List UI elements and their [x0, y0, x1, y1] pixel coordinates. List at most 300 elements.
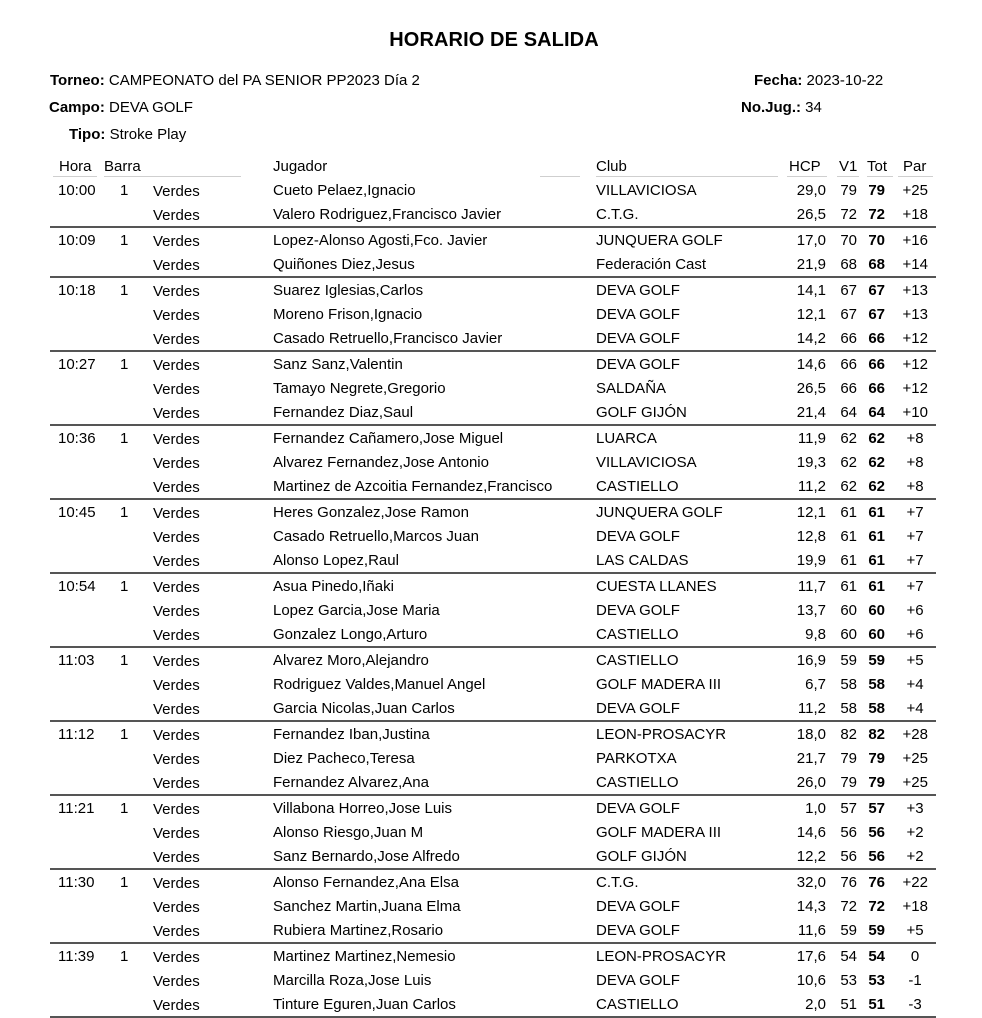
tot-cell: 57: [868, 800, 885, 817]
tot-cell: 72: [868, 206, 885, 223]
par-cell: +7: [906, 552, 924, 569]
club-cell: CASTIELLO: [596, 774, 679, 791]
tee-cell: Verdes: [153, 431, 200, 448]
table-row: [50, 820, 936, 844]
tee-cell: Verdes: [153, 479, 200, 496]
v1-cell: 62: [840, 454, 857, 471]
tipo-field: [69, 126, 186, 143]
club-cell: GOLF MADERA III: [596, 676, 722, 693]
jugador-cell: Marcilla Roza,Jose Luis: [273, 972, 432, 989]
jugador-cell: Tinture Eguren,Juan Carlos: [273, 996, 456, 1013]
v1-cell: 58: [840, 676, 857, 693]
par-cell: +4: [906, 676, 924, 693]
v1-cell: 66: [840, 330, 857, 347]
table-row: [50, 500, 936, 524]
nojug-label: No.Jug.:: [741, 99, 801, 116]
hora-cell: 10:45: [58, 504, 96, 521]
campo-field: [49, 99, 193, 116]
par-cell: +8: [906, 478, 924, 495]
v1-cell: 79: [840, 750, 857, 767]
v1-cell: 53: [840, 972, 857, 989]
tee-time-group: [50, 426, 936, 500]
hcp-cell: 21,7: [796, 750, 826, 767]
jugador-cell: Valero Rodriguez,Francisco Javier: [273, 206, 502, 223]
torneo-label: Torneo:: [50, 72, 105, 89]
nojug-value: 34: [805, 99, 822, 116]
par-cell: +3: [906, 800, 924, 817]
tee-cell: Verdes: [153, 603, 200, 620]
club-cell: DEVA GOLF: [596, 602, 680, 619]
par-cell: +13: [902, 282, 928, 299]
v1-cell: 72: [840, 206, 857, 223]
tee-time-group: [50, 278, 936, 352]
hcp-cell: 32,0: [796, 874, 826, 891]
hcp-cell: 21,9: [796, 256, 826, 273]
tot-cell: 64: [868, 404, 885, 421]
v1-cell: 61: [840, 504, 857, 521]
jugador-cell: Fernandez Diaz,Saul: [273, 404, 414, 421]
tee-cell: Verdes: [153, 923, 200, 940]
tee-time-group: [50, 944, 936, 1018]
v1-cell: 57: [840, 800, 857, 817]
header-underline: [898, 176, 933, 177]
hcp-cell: 26,0: [796, 774, 826, 791]
table-row: [50, 252, 936, 276]
tee-cell: Verdes: [153, 825, 200, 842]
hora-cell: 11:03: [58, 652, 95, 669]
hcp-cell: 6,7: [805, 676, 826, 693]
table-row: [50, 722, 936, 746]
jugador-cell: Asua Pinedo,Iñaki: [273, 578, 394, 595]
tee-cell: Verdes: [153, 775, 200, 792]
header-v1: V1: [839, 158, 858, 175]
table-row: [50, 918, 936, 942]
v1-cell: 60: [840, 626, 857, 643]
jugador-cell: Quiñones Diez,Jesus: [273, 256, 415, 273]
jugador-cell: Casado Retruello,Marcos Juan: [273, 528, 479, 545]
club-cell: LEON-PROSACYR: [596, 726, 727, 743]
hcp-cell: 29,0: [796, 182, 826, 199]
tee-cell: Verdes: [153, 505, 200, 522]
jugador-cell: Alonso Riesgo,Juan M: [273, 824, 424, 841]
fecha-value: 2023-10-22: [806, 72, 884, 89]
jugador-cell: Fernandez Alvarez,Ana: [273, 774, 429, 791]
header-underline: [837, 176, 859, 177]
hcp-cell: 19,9: [796, 552, 826, 569]
tee-time-group: [50, 796, 936, 870]
hora-cell: 10:18: [58, 282, 96, 299]
header-jugador: Jugador: [273, 158, 328, 175]
hcp-cell: 11,9: [797, 430, 826, 447]
barra-cell: 1: [120, 874, 129, 891]
jugador-cell: Rodriguez Valdes,Manuel Angel: [273, 676, 486, 693]
hcp-cell: 11,2: [797, 700, 826, 717]
table-row: [50, 202, 936, 226]
par-cell: +12: [902, 380, 928, 397]
tot-cell: 59: [868, 922, 885, 939]
hcp-cell: 21,4: [796, 404, 826, 421]
par-cell: +25: [902, 774, 928, 791]
tot-cell: 54: [868, 948, 885, 965]
hcp-cell: 14,6: [796, 824, 826, 841]
hcp-cell: 17,0: [796, 232, 826, 249]
tot-cell: 79: [868, 182, 885, 199]
tee-cell: Verdes: [153, 331, 200, 348]
club-cell: DEVA GOLF: [596, 282, 680, 299]
club-cell: LUARCA: [596, 430, 657, 447]
barra-cell: 1: [120, 182, 129, 199]
start-times-table: [50, 178, 936, 1018]
jugador-cell: Sanchez Martin,Juana Elma: [273, 898, 461, 915]
table-row: [50, 228, 936, 252]
club-cell: JUNQUERA GOLF: [596, 232, 723, 249]
hora-cell: 11:30: [58, 874, 95, 891]
fecha-field: [754, 72, 883, 89]
par-cell: +2: [906, 824, 924, 841]
barra-cell: 1: [120, 430, 129, 447]
club-cell: PARKOTXA: [596, 750, 677, 767]
barra-cell: 1: [120, 578, 129, 595]
par-cell: -1: [908, 972, 922, 989]
barra-cell: 1: [120, 282, 129, 299]
tee-time-group: [50, 870, 936, 944]
tot-cell: 72: [868, 898, 885, 915]
tee-cell: Verdes: [153, 949, 200, 966]
table-row: [50, 894, 936, 918]
header-underline: [540, 176, 580, 177]
v1-cell: 51: [840, 996, 857, 1013]
club-cell: LAS CALDAS: [596, 552, 689, 569]
hcp-cell: 19,3: [796, 454, 826, 471]
tee-cell: Verdes: [153, 529, 200, 546]
par-cell: +18: [902, 898, 928, 915]
par-cell: +25: [902, 182, 928, 199]
tot-cell: 62: [868, 454, 885, 471]
tot-cell: 66: [868, 356, 885, 373]
tee-cell: Verdes: [153, 849, 200, 866]
tee-cell: Verdes: [153, 233, 200, 250]
v1-cell: 67: [840, 306, 857, 323]
hcp-cell: 14,6: [796, 356, 826, 373]
tee-cell: Verdes: [153, 701, 200, 718]
hcp-cell: 18,0: [796, 726, 826, 743]
tot-cell: 67: [868, 306, 885, 323]
jugador-cell: Alonso Fernandez,Ana Elsa: [273, 874, 459, 891]
v1-cell: 61: [840, 528, 857, 545]
par-cell: +13: [902, 306, 928, 323]
jugador-cell: Fernandez Iban,Justina: [273, 726, 430, 743]
v1-cell: 79: [840, 182, 857, 199]
table-row: [50, 326, 936, 350]
jugador-cell: Fernandez Cañamero,Jose Miguel: [273, 430, 504, 447]
hcp-cell: 12,1: [796, 306, 826, 323]
tot-cell: 82: [868, 726, 885, 743]
header-club: Club: [596, 158, 627, 175]
par-cell: +25: [902, 750, 928, 767]
table-row: [50, 574, 936, 598]
par-cell: +7: [906, 528, 924, 545]
par-cell: +5: [906, 922, 924, 939]
par-cell: +22: [902, 874, 928, 891]
par-cell: +8: [906, 430, 924, 447]
tee-cell: Verdes: [153, 405, 200, 422]
par-cell: +10: [902, 404, 928, 421]
tee-time-group: [50, 648, 936, 722]
club-cell: Federación Cast: [596, 256, 707, 273]
hora-cell: 10:00: [58, 182, 96, 199]
table-row: [50, 302, 936, 326]
jugador-cell: Cueto Pelaez,Ignacio: [273, 182, 416, 199]
tee-cell: Verdes: [153, 455, 200, 472]
hcp-cell: 11,6: [797, 922, 826, 939]
jugador-cell: Sanz Sanz,Valentin: [273, 356, 403, 373]
tee-time-group: [50, 228, 936, 278]
par-cell: +28: [902, 726, 928, 743]
tee-cell: Verdes: [153, 207, 200, 224]
torneo-field: [50, 72, 420, 89]
tot-cell: 56: [868, 824, 885, 841]
tee-time-group: [50, 722, 936, 796]
jugador-cell: Moreno Frison,Ignacio: [273, 306, 423, 323]
table-row: [50, 376, 936, 400]
table-row: [50, 352, 936, 376]
jugador-cell: Alonso Lopez,Raul: [273, 552, 399, 569]
par-cell: +6: [906, 602, 924, 619]
tot-cell: 79: [868, 774, 885, 791]
v1-cell: 60: [840, 602, 857, 619]
table-row: [50, 598, 936, 622]
tot-cell: 66: [868, 380, 885, 397]
table-row: [50, 968, 936, 992]
barra-cell: 1: [120, 726, 129, 743]
club-cell: DEVA GOLF: [596, 356, 680, 373]
v1-cell: 54: [840, 948, 857, 965]
hcp-cell: 14,3: [796, 898, 826, 915]
par-cell: +4: [906, 700, 924, 717]
table-row: [50, 770, 936, 794]
hcp-cell: 1,0: [805, 800, 826, 817]
fecha-label: Fecha:: [754, 72, 803, 89]
tot-cell: 70: [868, 232, 885, 249]
tot-cell: 62: [868, 478, 885, 495]
jugador-cell: Martinez Martinez,Nemesio: [273, 948, 456, 965]
table-row: [50, 870, 936, 894]
club-cell: DEVA GOLF: [596, 898, 680, 915]
v1-cell: 59: [840, 922, 857, 939]
par-cell: +8: [906, 454, 924, 471]
campo-label: Campo:: [49, 99, 105, 116]
table-row: [50, 844, 936, 868]
jugador-cell: Gonzalez Longo,Arturo: [273, 626, 428, 643]
hora-cell: 11:39: [58, 948, 95, 965]
club-cell: CASTIELLO: [596, 652, 679, 669]
jugador-cell: Suarez Iglesias,Carlos: [273, 282, 424, 299]
v1-cell: 61: [840, 552, 857, 569]
jugador-cell: Rubiera Martinez,Rosario: [273, 922, 444, 939]
hcp-cell: 26,5: [796, 380, 826, 397]
par-cell: +6: [906, 626, 924, 643]
tot-cell: 58: [868, 676, 885, 693]
v1-cell: 67: [840, 282, 857, 299]
header-hora: Hora: [59, 158, 92, 175]
club-cell: C.T.G.: [596, 206, 639, 223]
header-tot: Tot: [867, 158, 888, 175]
tee-cell: Verdes: [153, 553, 200, 570]
tee-cell: Verdes: [153, 381, 200, 398]
table-row: [50, 672, 936, 696]
v1-cell: 79: [840, 774, 857, 791]
club-cell: VILLAVICIOSA: [596, 454, 697, 471]
v1-cell: 76: [840, 874, 857, 891]
tot-cell: 67: [868, 282, 885, 299]
tee-time-group: [50, 500, 936, 574]
tee-cell: Verdes: [153, 801, 200, 818]
v1-cell: 62: [840, 478, 857, 495]
header-underline: [53, 176, 97, 177]
tot-cell: 61: [868, 528, 885, 545]
hora-cell: 10:36: [58, 430, 96, 447]
hcp-cell: 13,7: [796, 602, 826, 619]
v1-cell: 72: [840, 898, 857, 915]
v1-cell: 66: [840, 380, 857, 397]
club-cell: VILLAVICIOSA: [596, 182, 697, 199]
jugador-cell: Martinez de Azcoitia Fernandez,Francisco: [273, 478, 553, 495]
v1-cell: 56: [840, 848, 857, 865]
table-row: [50, 450, 936, 474]
hcp-cell: 14,1: [796, 282, 826, 299]
tot-cell: 58: [868, 700, 885, 717]
v1-cell: 68: [840, 256, 857, 273]
hcp-cell: 11,2: [797, 478, 826, 495]
table-row: [50, 474, 936, 498]
jugador-cell: Tamayo Negrete,Gregorio: [273, 380, 446, 397]
table-row: [50, 178, 936, 202]
club-cell: DEVA GOLF: [596, 800, 680, 817]
hora-cell: 10:54: [58, 578, 96, 595]
table-row: [50, 426, 936, 450]
tee-cell: Verdes: [153, 627, 200, 644]
tee-cell: Verdes: [153, 257, 200, 274]
club-cell: CASTIELLO: [596, 478, 679, 495]
hora-cell: 10:09: [58, 232, 96, 249]
barra-cell: 1: [120, 356, 129, 373]
header-underline: [787, 176, 827, 177]
tot-cell: 60: [868, 602, 885, 619]
v1-cell: 66: [840, 356, 857, 373]
jugador-cell: Villabona Horreo,Jose Luis: [273, 800, 452, 817]
par-cell: -3: [908, 996, 922, 1013]
par-cell: +7: [906, 504, 924, 521]
par-cell: +5: [906, 652, 924, 669]
table-row: [50, 696, 936, 720]
tot-cell: 61: [868, 552, 885, 569]
hora-cell: 11:12: [58, 726, 95, 743]
par-cell: 0: [910, 948, 920, 965]
v1-cell: 61: [840, 578, 857, 595]
table-row: [50, 648, 936, 672]
tot-cell: 79: [868, 750, 885, 767]
barra-cell: 1: [120, 800, 129, 817]
club-cell: CASTIELLO: [596, 626, 679, 643]
par-cell: +12: [902, 356, 928, 373]
header-par: Par: [903, 158, 927, 175]
par-cell: +2: [906, 848, 924, 865]
tot-cell: 59: [868, 652, 885, 669]
header-underline: [867, 176, 893, 177]
header-barra: Barra: [104, 158, 141, 175]
header-underline: [104, 176, 241, 177]
tot-cell: 56: [868, 848, 885, 865]
hcp-cell: 12,8: [796, 528, 826, 545]
tot-cell: 68: [868, 256, 885, 273]
par-cell: +14: [902, 256, 928, 273]
hcp-cell: 9,8: [805, 626, 826, 643]
tot-cell: 61: [868, 578, 885, 595]
torneo-value: CAMPEONATO del PA SENIOR PP2023 Día 2: [108, 72, 420, 89]
barra-cell: 1: [120, 232, 129, 249]
jugador-cell: Lopez Garcia,Jose Maria: [273, 602, 440, 619]
tot-cell: 60: [868, 626, 885, 643]
hcp-cell: 10,6: [796, 972, 826, 989]
tee-cell: Verdes: [153, 727, 200, 744]
tee-time-group: [50, 352, 936, 426]
jugador-cell: Heres Gonzalez,Jose Ramon: [273, 504, 469, 521]
club-cell: DEVA GOLF: [596, 330, 680, 347]
jugador-cell: Alvarez Moro,Alejandro: [273, 652, 429, 669]
table-row: [50, 622, 936, 646]
jugador-cell: Diez Pacheco,Teresa: [273, 750, 415, 767]
club-cell: SALDAÑA: [596, 380, 667, 397]
jugador-cell: Lopez-Alonso Agosti,Fco. Javier: [273, 232, 488, 249]
tot-cell: 61: [868, 504, 885, 521]
club-cell: DEVA GOLF: [596, 922, 680, 939]
club-cell: DEVA GOLF: [596, 700, 680, 717]
hcp-cell: 12,1: [796, 504, 826, 521]
hcp-cell: 2,0: [805, 996, 826, 1013]
table-row: [50, 524, 936, 548]
tee-cell: Verdes: [153, 677, 200, 694]
tipo-label: Tipo:: [69, 126, 106, 143]
hora-cell: 11:21: [58, 800, 95, 817]
v1-cell: 70: [840, 232, 857, 249]
hcp-cell: 17,6: [796, 948, 826, 965]
tee-cell: Verdes: [153, 751, 200, 768]
hcp-cell: 12,2: [796, 848, 826, 865]
tee-cell: Verdes: [153, 579, 200, 596]
header-hcp: HCP: [789, 158, 821, 175]
tee-cell: Verdes: [153, 307, 200, 324]
tee-time-group: [50, 574, 936, 648]
nojug-field: [741, 99, 822, 116]
tot-cell: 76: [868, 874, 885, 891]
tee-time-group: [50, 178, 936, 228]
tee-cell: Verdes: [153, 899, 200, 916]
jugador-cell: Sanz Bernardo,Jose Alfredo: [273, 848, 460, 865]
hcp-cell: 14,2: [796, 330, 826, 347]
club-cell: GOLF MADERA III: [596, 824, 722, 841]
club-cell: JUNQUERA GOLF: [596, 504, 723, 521]
table-row: [50, 548, 936, 572]
tot-cell: 66: [868, 330, 885, 347]
barra-cell: 1: [120, 504, 129, 521]
club-cell: GOLF GIJÓN: [596, 848, 687, 865]
tee-cell: Verdes: [153, 653, 200, 670]
v1-cell: 59: [840, 652, 857, 669]
tot-cell: 51: [868, 996, 885, 1013]
tee-cell: Verdes: [153, 997, 200, 1014]
table-row: [50, 278, 936, 302]
club-cell: DEVA GOLF: [596, 528, 680, 545]
